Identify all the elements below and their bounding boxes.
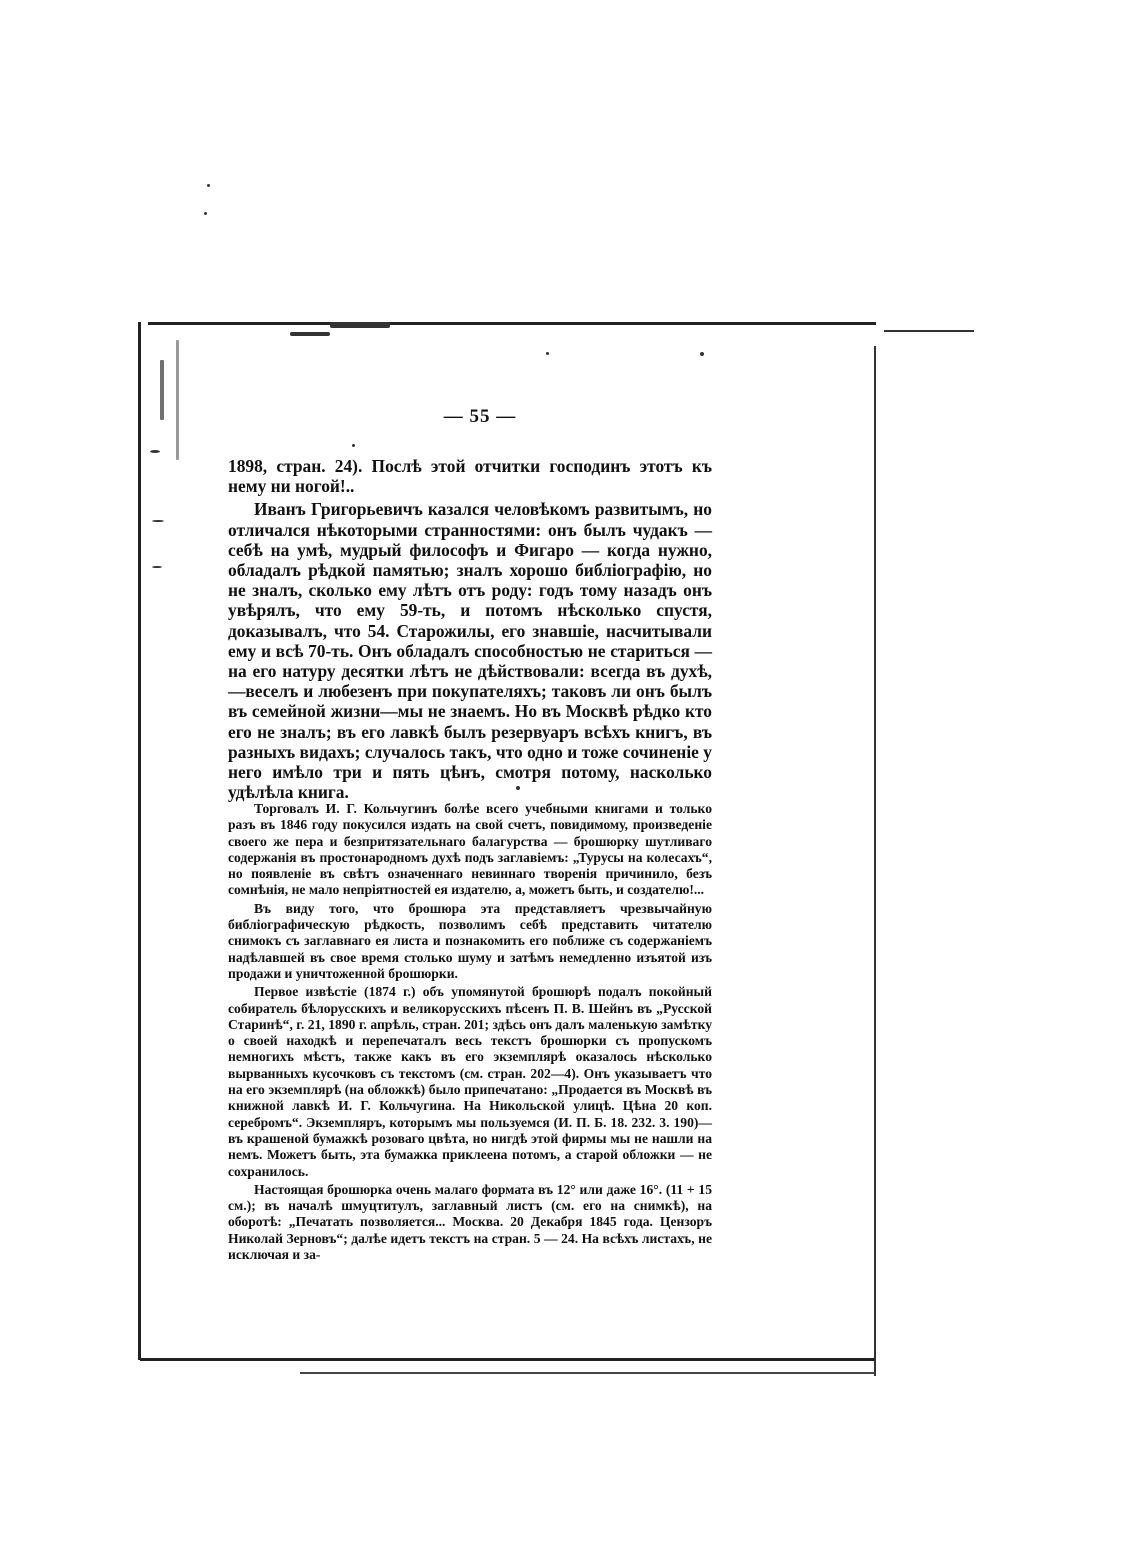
scan-speck [176, 340, 179, 460]
scan-speck [160, 360, 164, 420]
paragraph: 1898, стран. 24). Послѣ этой отчитки господинъ этотъ къ нему ни ногой!.. [228, 456, 712, 497]
scan-speck [546, 352, 549, 355]
paragraph: Иванъ Григорьевичъ казался человѣкомъ развитымъ, но отличался нѣкоторыми странностями: онъ былъ чудакъ — себѣ на умѣ, мудрый философъ и Фигаро — когда нужно, обладалъ рѣдкой памятью; зналъ хорошо библіографію, но не зналъ, сколько ему лѣтъ отъ роду: годъ тому назадъ онъ увѣрялъ, что ему 59-ть, и потомъ нѣсколько спустя, доказывалъ, что 54. Старожилы, его знавшіе, насчитывали ему и всѣ 70-ть. Онъ обладалъ способностью не стариться — на его натуру десятки лѣтъ не дѣйствовали: всегда въ духѣ, —веселъ и любезенъ при покупателяхъ; таковъ ли онъ былъ въ семейной жизни—мы не знаемъ. Но въ Москвѣ рѣдко кто его не зналъ; въ его лавкѣ былъ резервуаръ всѣхъ книгъ, въ разныхъ видахъ; случалось такъ, что одно и тоже сочиненіе у него имѣло три и пять цѣнъ, смотря потому, насколько удѣлѣла книга. [228, 499, 712, 803]
page-number: — 55 — [443, 406, 517, 427]
small-text-block [228, 799, 712, 1263]
frame-bottom-rule [140, 1358, 875, 1361]
paragraph: Торговалъ И. Г. Кольчугинъ болѣе всего учебными книгами и только разъ въ 1846 году покусился издать на свой счетъ, повидимому, произведеніе своего же пера и безпритязательнаго балагурства — брошюрку шутливаго содержанія въ простонародномъ духѣ подъ заглавіемъ: „Турусы на колесахъ“, но появленіе въ свѣтъ означеннаго невиннаго творенія причинило, безъ сомнѣнія, не мало непріятностей ея издателю, а, можетъ быть, и создателю!... [228, 801, 712, 898]
frame-right-rule [874, 346, 876, 1376]
frame-bottom-rule-secondary [300, 1372, 875, 1374]
paragraph: Первое извѣстіе (1874 г.) объ упомянутой брошюрѣ подалъ покойный собиратель бѣлорусскихъ и великорусскихъ пѣсенъ П. В. Шейнъ въ „Русской Старинѣ“, г. 21, 1890 г. апрѣль, стран. 201; здѣсь онъ далъ маленькую замѣтку о своей находкѣ и перепечаталъ весь текстъ брошюрки съ пропускомъ немногихъ мѣстъ, также какъ въ его экземплярѣ оказалось нѣсколько вырванныхъ кусочковъ съ текстомъ (см. стран. 202—4). Онъ указываетъ что на его экземплярѣ (на обложкѣ) было припечатано: „Продается въ Москвѣ въ книжной лавкѣ И. Г. Кольчугина. На Никольской улицѣ. Цѣна 20 коп. серебромъ“. Экземпляръ, которымъ мы пользуемся (И. П. Б. 18. 232. 3. 190)—въ крашеной бумажкѣ розоваго цвѣта, но нигдѣ этой фирмы мы не нашли на немъ. Можетъ быть, эта бумажка приклеена потомъ, а старой обложки — не сохранилось. [228, 984, 712, 1179]
paragraph: Въ виду того, что брошюра эта представляетъ чрезвычайную библіографическую рѣдкость, позволимъ себѣ представить читателю снимокъ съ заглавнаго ея листа и познакомить его поближе съ содержаніемъ надѣлавшей въ свое время столько шуму и затѣмъ немедленно изъятой изъ продажи и уничтоженной брошюрки. [228, 900, 712, 981]
scan-speck [352, 444, 355, 447]
scan-speck [330, 322, 390, 328]
paragraph: Настоящая брошюрка очень малаго формата въ 12° или даже 16°. (11 + 15 см.); въ началѣ шмуцтитулъ, заглавный листъ (см. его на снимкѣ), на оборотѣ: „Печатать позволяется... Москва. 20 Декабря 1845 года. Цензоръ Николай Зерновъ“; далѣе идетъ текстъ на стран. 5 — 24. На всѣхъ листахъ, не исключая и за- [228, 1181, 712, 1263]
scan-speck [152, 520, 164, 522]
scan-speck [150, 450, 160, 453]
scan-speck [152, 566, 162, 568]
scan-speck [700, 352, 704, 356]
scan-speck [204, 212, 207, 215]
frame-top-rule [148, 322, 876, 325]
large-text-block [228, 456, 712, 802]
scan-speck [290, 332, 330, 336]
scan-speck [207, 184, 210, 187]
frame-top-right-rule [884, 330, 974, 332]
frame-left-rule [138, 322, 141, 1360]
